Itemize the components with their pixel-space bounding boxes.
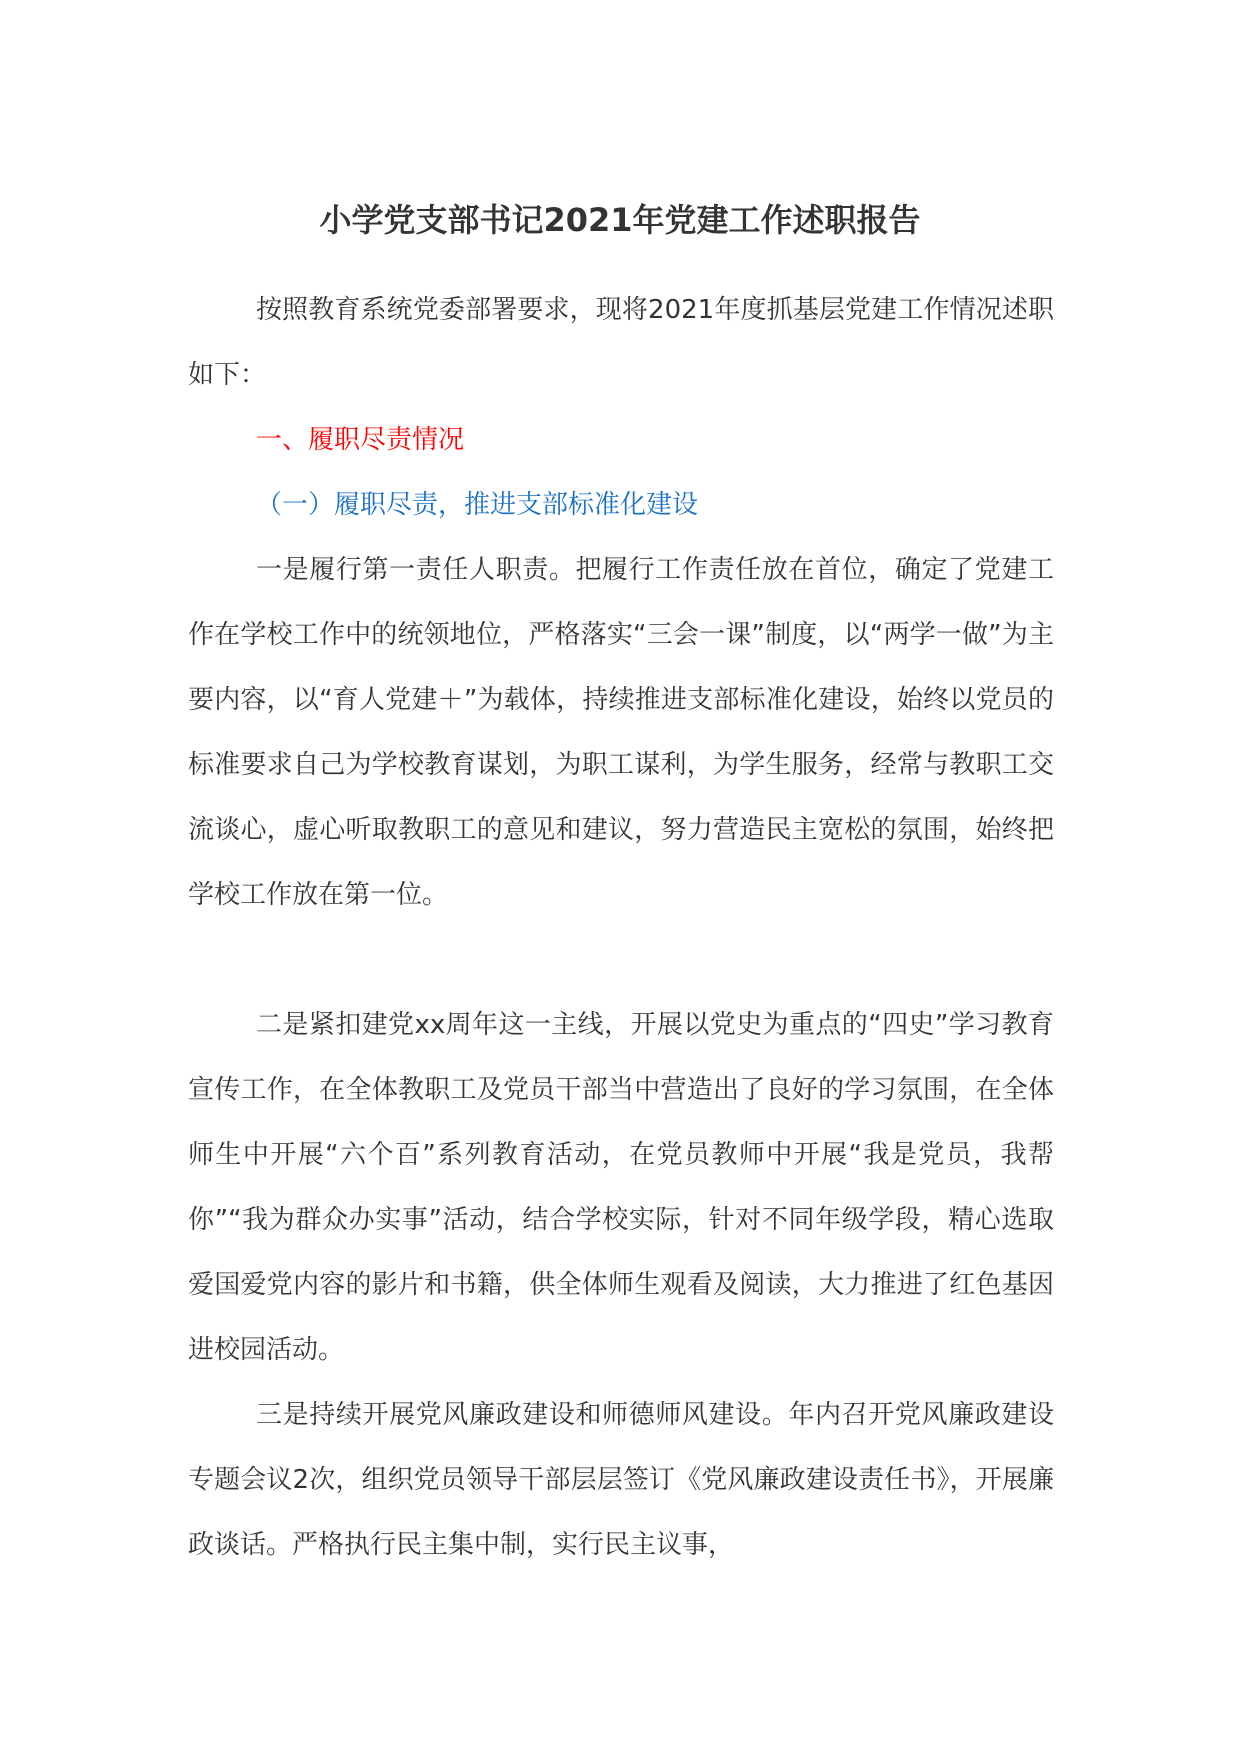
document-title: 小学党支部书记2021年党建工作述职报告: [319, 201, 921, 239]
section-heading: 一、履职尽责情况: [256, 425, 465, 455]
body-paragraph-3: 三是持续开展党风廉政建设和师德师风建设。年内召开党风廉政建设专题会议2次，组织党员领导干部层层签订《党风廉政建设责任书》，开展廉政谈话。严格执行民主集中制，实行民主议事，: [188, 1400, 1054, 1560]
subsection-heading: （一）履职尽责，推进支部标准化建设: [256, 490, 699, 520]
body-paragraph-2: 二是紧扣建党xx周年这一主线，开展以党史为重点的“四史”学习教育宣传工作，在全体教职工及党员干部当中营造出了良好的学习氛围，在全体师生中开展“六个百”系列教育活动，在党员教师中开展“我是党员，我帮你”“我为群众办实事”活动，结合学校实际，针对不同年级学段，精心选取爱国爱党内容的影片和书籍，供全体师生观看及阅读，大力推进了红色基因进校园活动。: [188, 1010, 1054, 1365]
body-paragraph-1: 一是履行第一责任人职责。把履行工作责任放在首位，确定了党建工作在学校工作中的统领地位，严格落实“三会一课”制度，以“两学一做”为主要内容，以“育人党建＋”为载体，持续推进支部标准化建设，始终以党员的标准要求自己为学校教育谋划，为职工谋利，为学生服务，经常与教职工交流谈心，虚心听取教职工的意见和建议，努力营造民主宽松的氛围，始终把学校工作放在第一位。: [188, 555, 1054, 910]
intro-paragraph: 按照教育系统党委部署要求，现将2021年度抓基层党建工作情况述职如下：: [188, 295, 1054, 390]
